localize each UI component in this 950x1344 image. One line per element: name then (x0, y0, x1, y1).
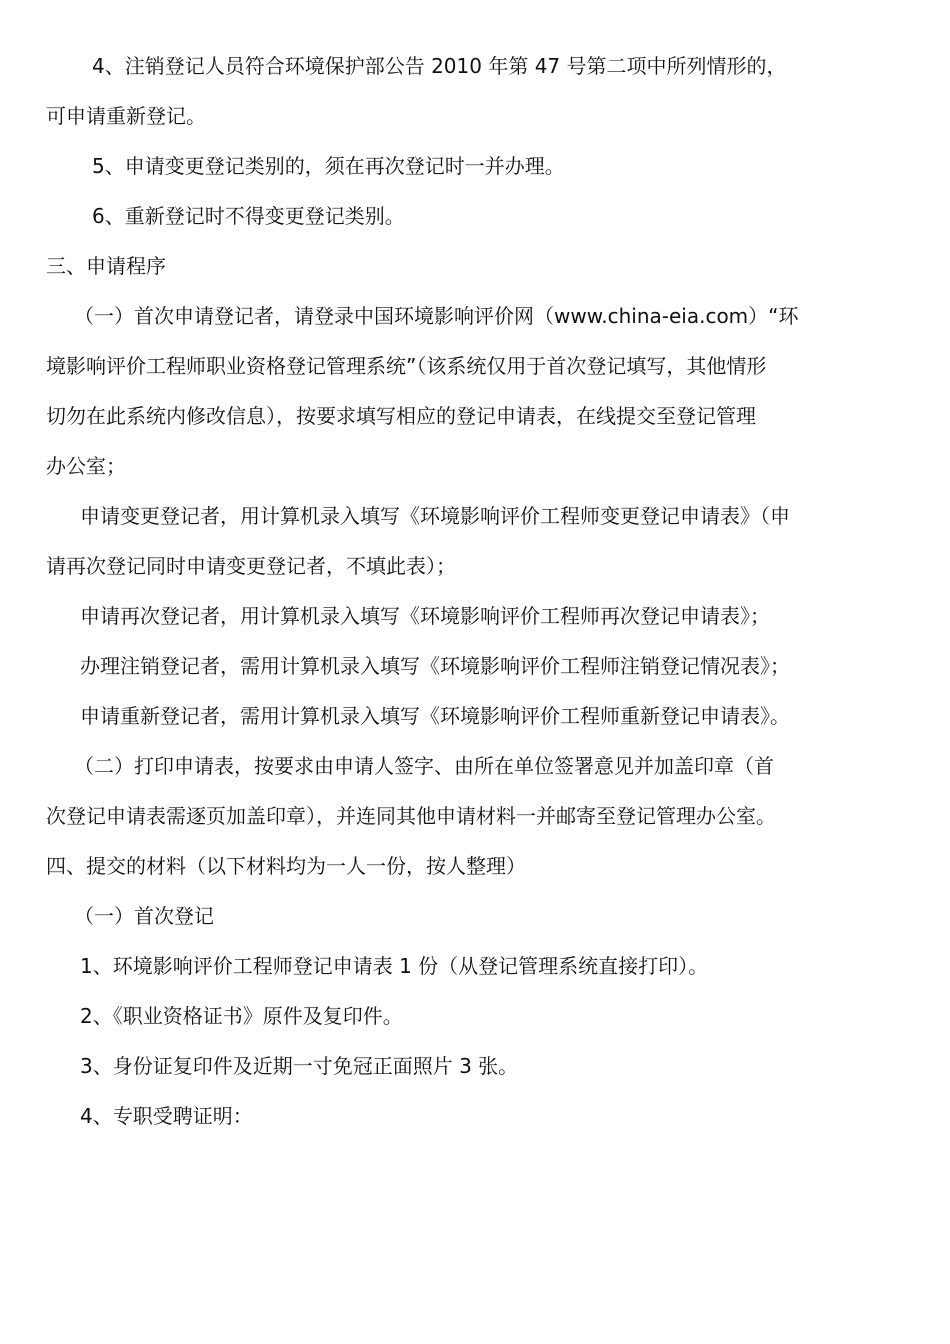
procedure-1-line-2: 境影响评价工程师职业资格登记管理系统”（该系统仅用于首次登记填写，其他情形 (46, 354, 767, 378)
re-registration-instruction: 申请再次登记者，用计算机录入填写《环境影响评价工程师再次登记申请表》； (80, 604, 770, 628)
new-registration-instruction: 申请重新登记者，需用计算机录入填写《环境影响评价工程师重新登记申请表》。 (80, 704, 790, 728)
clause-4-line-2: 可申请重新登记。 (46, 104, 206, 128)
change-registration-line-2: 请再次登记同时申请变更登记者，不填此表）； (46, 554, 456, 578)
material-item-2: 2、《职业资格证书》原件及复印件。 (80, 1004, 403, 1028)
material-item-4: 4、专职受聘证明： (80, 1104, 253, 1128)
change-registration-line-1: 申请变更登记者，用计算机录入填写《环境影响评价工程师变更登记申请表》（申 (80, 504, 790, 528)
material-item-3: 3、身份证复印件及近期一寸免冠正面照片 3 张。 (80, 1054, 519, 1078)
clause-5: 5、申请变更登记类别的，须在再次登记时一并办理。 (92, 154, 565, 178)
procedure-1-line-4: 办公室； (46, 454, 126, 478)
procedure-2-line-1: （二）打印申请表，按要求由申请人签字、由所在单位签署意见并加盖印章（首 (74, 754, 774, 778)
first-registration-heading: （一）首次登记 (74, 904, 214, 928)
procedure-2-line-2: 次登记申请表需逐页加盖印章），并连同其他申请材料一并邮寄至登记管理办公室。 (46, 804, 776, 828)
clause-4-line-1: 4、注销登记人员符合环境保护部公告 2010 年第 47 号第二项中所列情形的， (92, 54, 787, 78)
clause-6: 6、重新登记时不得变更登记类别。 (92, 204, 405, 228)
procedure-1-line-1: （一）首次申请登记者，请登录中国环境影响评价网（www.china-eia.com）“环 (74, 304, 799, 328)
section-4-heading: 四、提交的材料（以下材料均为一人一份，按人整理） (46, 854, 526, 878)
procedure-1-line-3: 切勿在此系统内修改信息），按要求填写相应的登记申请表，在线提交至登记管理 (46, 404, 756, 428)
material-item-1: 1、环境影响评价工程师登记申请表 1 份（从登记管理系统直接打印）。 (80, 954, 709, 978)
section-3-heading: 三、申请程序 (46, 254, 166, 278)
cancellation-instruction: 办理注销登记者，需用计算机录入填写《环境影响评价工程师注销登记情况表》； (80, 654, 790, 678)
